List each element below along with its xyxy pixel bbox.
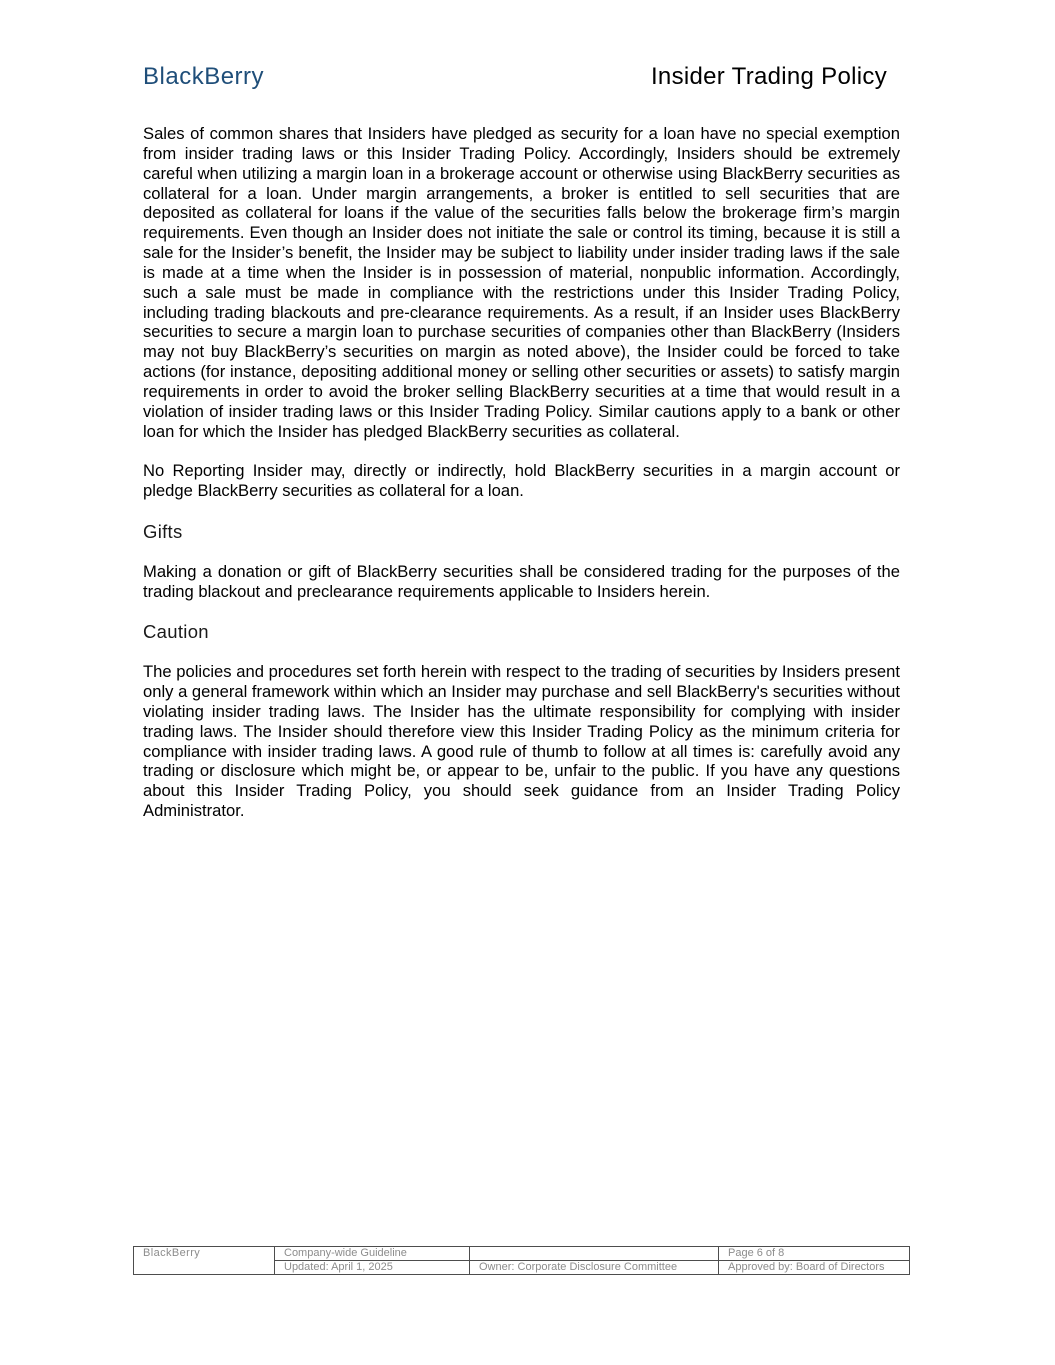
gifts-paragraph: Making a donation or gift of BlackBerry securities shall be considered trading for the purposes of the trading blackout and preclearance requirements applicable to Insiders herein.	[143, 561, 900, 601]
footer-row	[134, 1247, 910, 1261]
footer-guideline: Company-wide Guideline	[275, 1247, 470, 1261]
footer-owner: Owner: Corporate Disclosure Committee	[470, 1261, 719, 1275]
margin-loan-paragraph: Sales of common shares that Insiders have pledged as security for a loan have no special exemption from insider trading laws or this Insider Trading Policy. Accordingly, Insiders should be extremely careful when utilizing a margin loan in a brokerage account or otherwise using BlackBerry securities as collateral for a loan. Under margin arrangements, a broker is entitled to sell securities that are deposited as collateral for loans if the value of the securities falls below the brokerage firm’s margin requirements. Even though an Insider does not initiate the sale or control its timing, because it is still a sale for the Insider’s benefit, the Insider may be subject to liability under insider trading laws if the sale is made at a time when the Insider is in possession of material, nonpublic information. Accordingly, such a sale must be made in compliance with the restrictions under this Insider Trading Policy, including trading blackouts and pre-clearance requirements. As a result, if an Insider uses BlackBerry securities to secure a margin loan to purchase securities of companies other than BlackBerry (Insiders may not buy BlackBerry’s securities on margin as noted above), the Insider could be forced to take actions (for instance, depositing additional money or selling other securities or assets) to satisfy margin requirements in order to avoid the broker selling BlackBerry securities at a time that would result in a violation of insider trading laws or this Insider Trading Policy. Similar cautions apply to a bank or other loan for which the Insider has pledged BlackBerry securities as collateral.	[143, 124, 900, 441]
footer-empty-cell	[470, 1247, 719, 1261]
footer-page-number: Page 6 of 8	[719, 1247, 910, 1261]
footer-approved-by: Approved by: Board of Directors	[719, 1261, 910, 1275]
document-body	[143, 124, 900, 841]
gifts-heading: Gifts	[143, 520, 183, 542]
caution-heading: Caution	[143, 621, 209, 643]
page-footer	[133, 1246, 910, 1275]
footer-brand: BlackBerry	[134, 1247, 275, 1275]
document-title: Insider Trading Policy	[650, 63, 887, 90]
footer-updated-date: Updated: April 1, 2025	[275, 1261, 470, 1275]
caution-paragraph: The policies and procedures set forth herein with respect to the trading of securities by Insiders present only a general framework within which an Insider may purchase and sell BlackBerry's securities without violating insider trading laws. The Insider has the ultimate responsibility for complying with insider trading laws. The Insider should therefore view this Insider Trading Policy as the minimum criteria for compliance with insider trading laws. A good rule of thumb to follow at all times is: carefully avoid any trading or disclosure which might be, or appear to be, unfair to the public. If you have any questions about this Insider Trading Policy, you should seek guidance from an Insider Trading Policy Administrator.	[143, 662, 900, 821]
reporting-insider-paragraph: No Reporting Insider may, directly or indirectly, hold BlackBerry securities in a margin account or pledge BlackBerry securities as collateral for a loan.	[143, 461, 900, 501]
header-brand: BlackBerry	[143, 63, 265, 90]
